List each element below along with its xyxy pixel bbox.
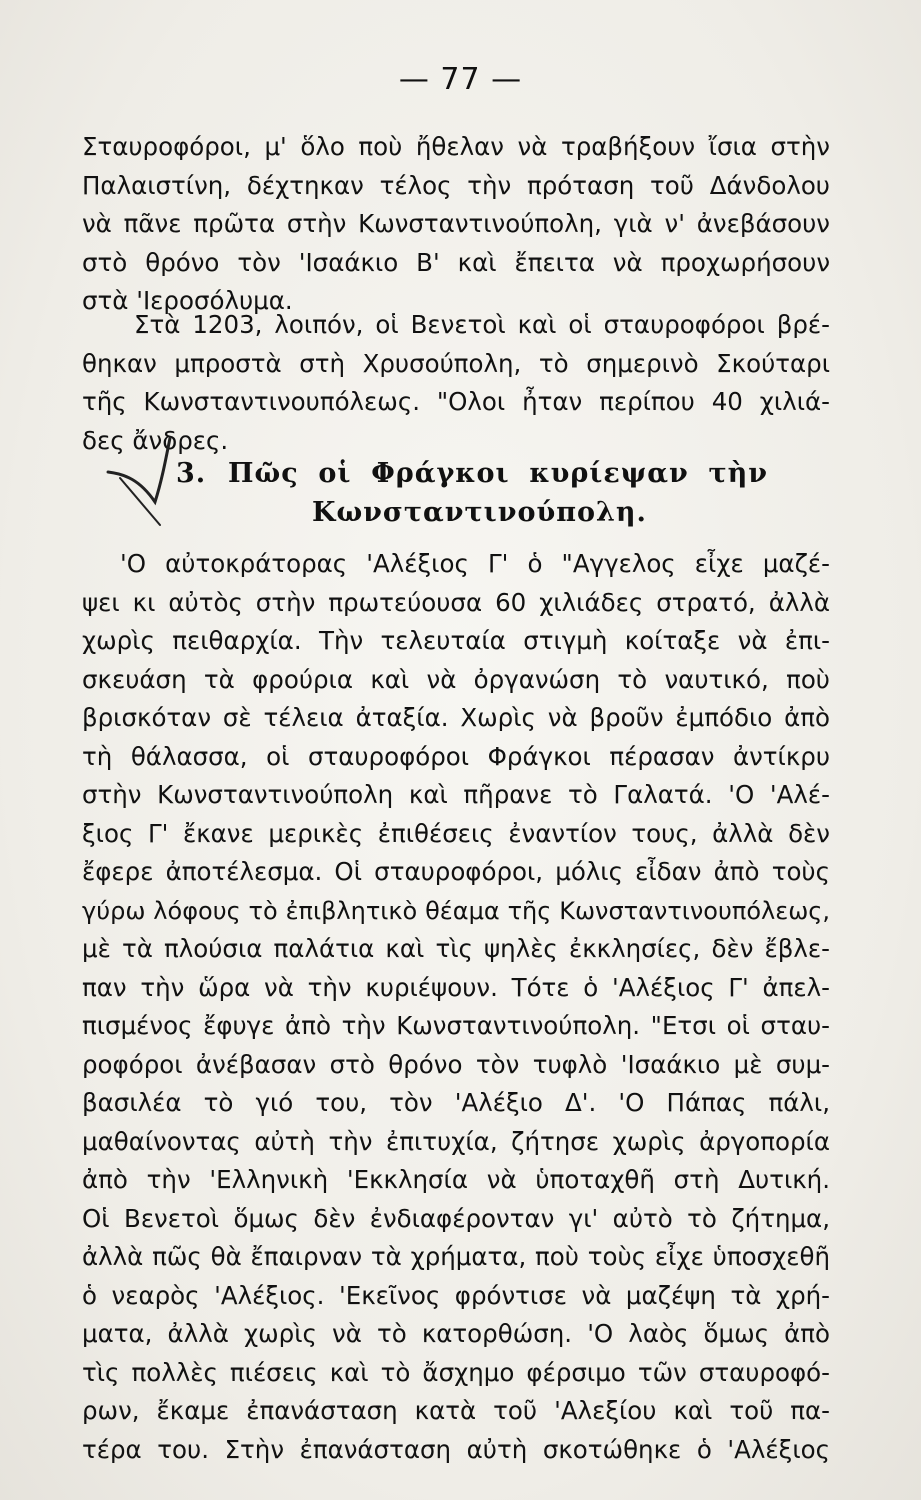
text-line: δες ἄνδρες. — [82, 425, 229, 455]
text-line: ἀπὸ τὴν 'Ελληνικὴ 'Εκκλησία νὰ ὑποταχθῆ στὴ Δυτική. — [82, 1165, 830, 1194]
text-line: γύρω λόφους τὸ ἐπιβλητικὸ θέαμα τῆς Κωνσταντινουπόλεως, — [82, 896, 830, 925]
text-line: Στὰ 1203, λοιπόν, οἱ Βενετοὶ καὶ οἱ σταυροφόροι βρέ- — [134, 310, 830, 339]
text-line: παν τὴν ὥρα νὰ τὴν κυριέψουν. Τότε ὁ 'Αλέξιος Γ' ἀπελ- — [82, 972, 830, 1002]
text-line: ρων, ἔκαμε ἐπανάσταση κατὰ τοῦ 'Αλεξίου καὶ τοῦ πα- — [82, 1396, 830, 1425]
text-line: Σταυροφόροι, μ' ὅλο ποὺ ἤθελαν νὰ τραβήξουν ἴσια στὴν — [82, 132, 830, 161]
text-line: θηκαν μπροστὰ στὴ Χρυσούπολη, τὸ σημερινὸ Σκούταρι — [82, 348, 830, 378]
paragraph-1 — [82, 128, 830, 321]
text-line: σκευάση τὰ φρούρια καὶ νὰ ὀργανώση τὸ ναυτικό, ποὺ — [82, 664, 830, 694]
text-line: ροφόροι ἀνέβασαν στὸ θρόνο τὸν τυφλὸ 'Ισαάκιο μὲ συμ- — [82, 1049, 830, 1079]
text-line: νὰ πᾶνε πρῶτα στὴν Κωνσταντινούπολη, γιὰ ν' ἀνεβάσουν — [82, 209, 830, 238]
text-line: τῆς Κωνσταντινουπόλεως. "Ολοι ἦταν περίπου 40 χιλιά- — [82, 387, 830, 416]
page-number: — 77 — — [398, 62, 523, 97]
text-line: 'Ο αὐτοκράτορας 'Αλέξιος Γ' ὁ "Αγγελος εἶχε μαζέ- — [120, 549, 830, 578]
text-line: ὁ νεαρὸς 'Αλέξιος. 'Εκεῖνος φρόντισε νὰ μαζέψη τὰ χρή- — [82, 1280, 830, 1310]
text-line: χωρὶς πειθαρχία. Τὴν τελευταία στιγμὴ κοίταξε νὰ ἐπι- — [82, 626, 830, 655]
text-line: ξιος Γ' ἔκανε μερικὲς ἐπιθέσεις ἐναντίον τους, ἀλλὰ δὲν — [82, 818, 830, 848]
section-title-line-1: Πῶς οἱ Φράγκοι κυρίεψαν τὴν — [228, 458, 768, 489]
text-line: Παλαιστίνη, δέχτηκαν τέλος τὴν πρόταση τοῦ Δάνδολου — [82, 170, 830, 200]
text-line: στὰ 'Ιεροσόλυμα. — [82, 286, 293, 315]
text-line: Οἱ Βενετοὶ ὅμως δὲν ἐνδιαφέρονταν γι' αὐτὸ τὸ ζήτημα, — [82, 1203, 830, 1233]
paragraph-3 — [82, 545, 830, 1469]
text-line: τέρα του. Στὴν ἐπανάσταση αὐτὴ σκοτώθηκε ὁ 'Αλέξιος — [82, 1434, 830, 1464]
section-number: 3. — [176, 458, 207, 489]
text-line: στὸ θρόνο τὸν 'Ισαάκιο Β' καὶ ἔπειτα νὰ προχωρήσουν — [82, 247, 830, 277]
text-line: τὶς πολλὲς πιέσεις καὶ τὸ ἄσχημο φέρσιμο τῶν σταυροφό- — [82, 1357, 830, 1387]
text-line: ἀλλὰ πῶς θὰ ἔπαιρναν τὰ χρήματα, ποὺ τοὺς εἶχε ὑποσχεθῆ — [82, 1242, 830, 1271]
paragraph-2 — [82, 306, 830, 460]
text-line: ἔφερε ἀποτέλεσμα. Οἱ σταυροφόροι, μόλις εἶδαν ἀπὸ τοὺς — [82, 857, 830, 886]
text-line: στὴν Κωνσταντινούπολη καὶ πῆρανε τὸ Γαλατά. 'Ο 'Αλέ- — [82, 780, 830, 809]
text-line: μαθαίνοντας αὐτὴ τὴν ἐπιτυχία, ζήτησε χωρὶς ἀργοπορία — [82, 1126, 830, 1156]
text-line: μὲ τὰ πλούσια παλάτια καὶ τὶς ψηλὲς ἐκκλησίες, δὲν ἔβλε- — [82, 934, 830, 963]
text-line: βρισκόταν σὲ τέλεια ἀταξία. Χωρὶς νὰ βροῦν ἐμπόδιο ἀπὸ — [82, 703, 830, 732]
text-line: πισμένος ἔφυγε ἀπὸ τὴν Κωνσταντινούπολη. "Ετσι οἱ σταυ- — [82, 1011, 830, 1040]
text-line: τὴ θάλασσα, οἱ σταυροφόροι Φράγκοι πέρασαν ἀντίκρυ — [82, 741, 830, 771]
text-line: ψει κι αὐτὸς στὴν πρωτεύουσα 60 χιλιάδες στρατό, ἀλλὰ — [82, 587, 830, 617]
text-line: ματα, ἀλλὰ χωρὶς νὰ τὸ κατορθώση. 'Ο λαὸς ὅμως ἀπὸ — [82, 1319, 830, 1348]
text-line: βασιλέα τὸ γιό του, τὸν 'Αλέξιο Δ'. 'Ο Πάπας πάλι, — [82, 1088, 830, 1117]
section-title-line-2: Κωνσταντινούπολη. — [312, 497, 647, 528]
